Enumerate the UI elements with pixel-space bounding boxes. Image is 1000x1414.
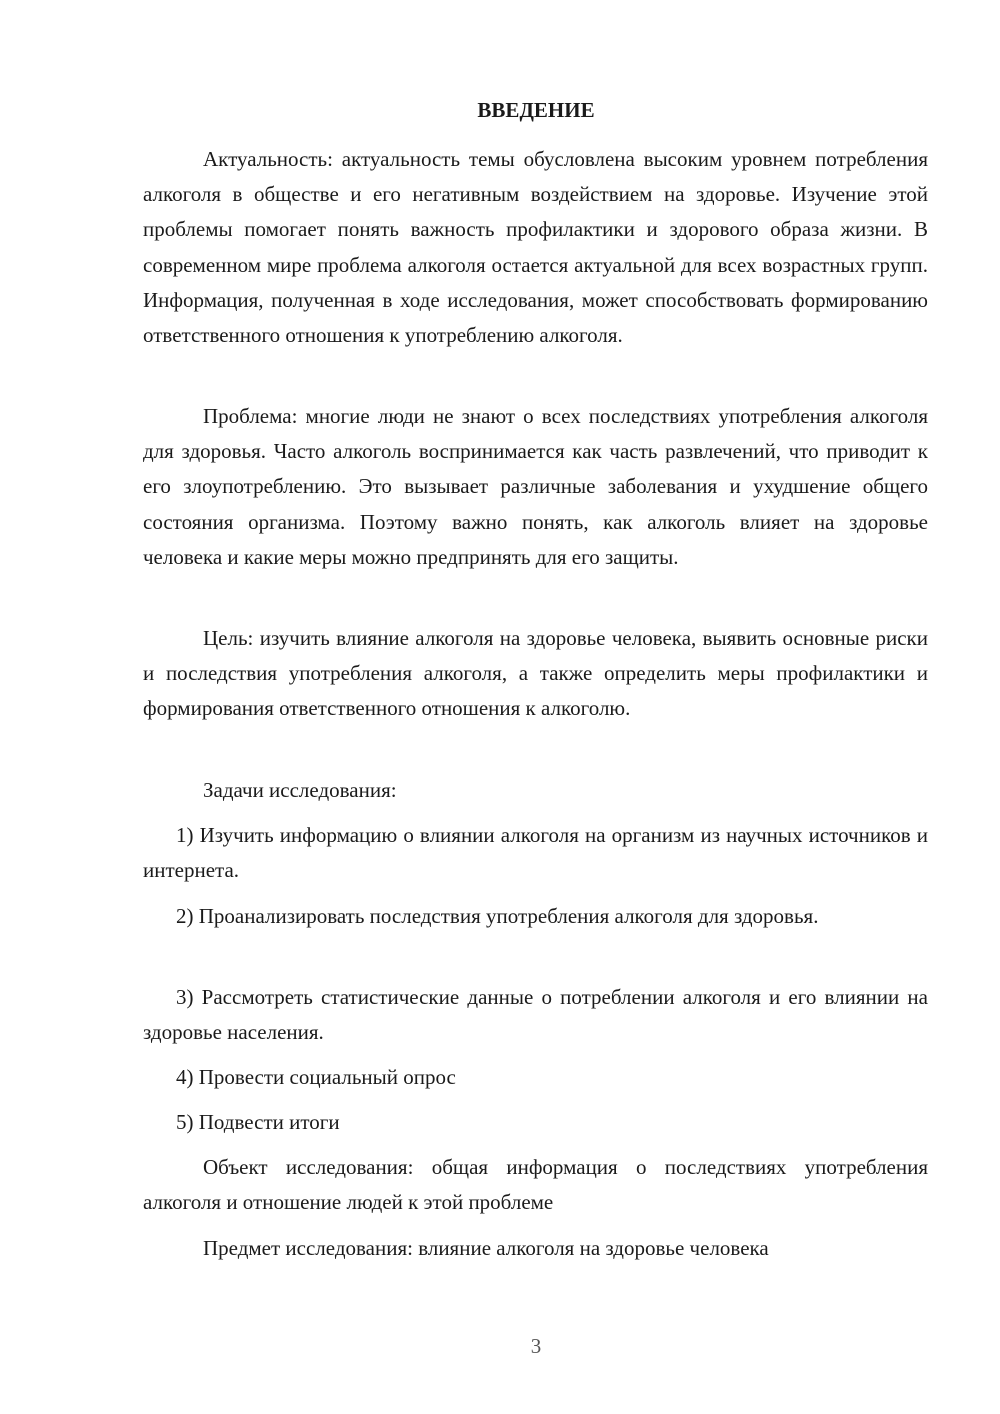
paragraph-problem: Проблема: многие люди не знают о всех последствиях употребления алкоголя для здоровья. Часто алкоголь воспринимается как часть развлечений, что приводит к его злоупотреблению. Это вызывает различные заболевания и ухудшение общего состояния организма. Поэтому важно понять, как алкоголь влияет на здоровье человека и какие меры можно предпринять для его защиты.	[143, 404, 928, 569]
task-item-5: 5) Подвести итоги	[176, 1110, 340, 1134]
task-item-2: 2) Проанализировать последствия употребления алкоголя для здоровья.	[176, 904, 819, 928]
paragraph-object: Объект исследования: общая информация о последствиях употребления алкоголя и отношение людей к этой проблеме	[143, 1155, 928, 1215]
paragraph-subject: Предмет исследования: влияние алкоголя на здоровье человека	[203, 1236, 769, 1260]
task-item-3: 3) Рассмотреть статистические данные о потреблении алкоголя и его влиянии на здоровье населения.	[143, 985, 928, 1045]
paragraph-relevance: Актуальность: актуальность темы обусловлена высоким уровнем потребления алкоголя в обществе и его негативным воздействием на здоровье. Изучение этой проблемы помогает понять важность профилактики и здорового образа жизни. В современном мире проблема алкоголя остается актуальной для всех возрастных групп. Информация, полученная в ходе исследования, может способствовать формированию ответственного отношения к употреблению алкоголя.	[143, 147, 928, 348]
task-item-4: 4) Провести социальный опрос	[176, 1065, 456, 1089]
task-item-1: 1) Изучить информацию о влиянии алкоголя на организм из научных источников и интернета.	[143, 823, 928, 883]
tasks-heading: Задачи исследования:	[203, 778, 397, 802]
paragraph-goal: Цель: изучить влияние алкоголя на здоровье человека, выявить основные риски и последствия употребления алкоголя, а также определить меры профилактики и формирования ответственного отношения к алкоголю.	[143, 626, 928, 721]
page-number: 3	[530, 1334, 542, 1358]
page-title: ВВЕДЕНИЕ	[477, 98, 595, 122]
